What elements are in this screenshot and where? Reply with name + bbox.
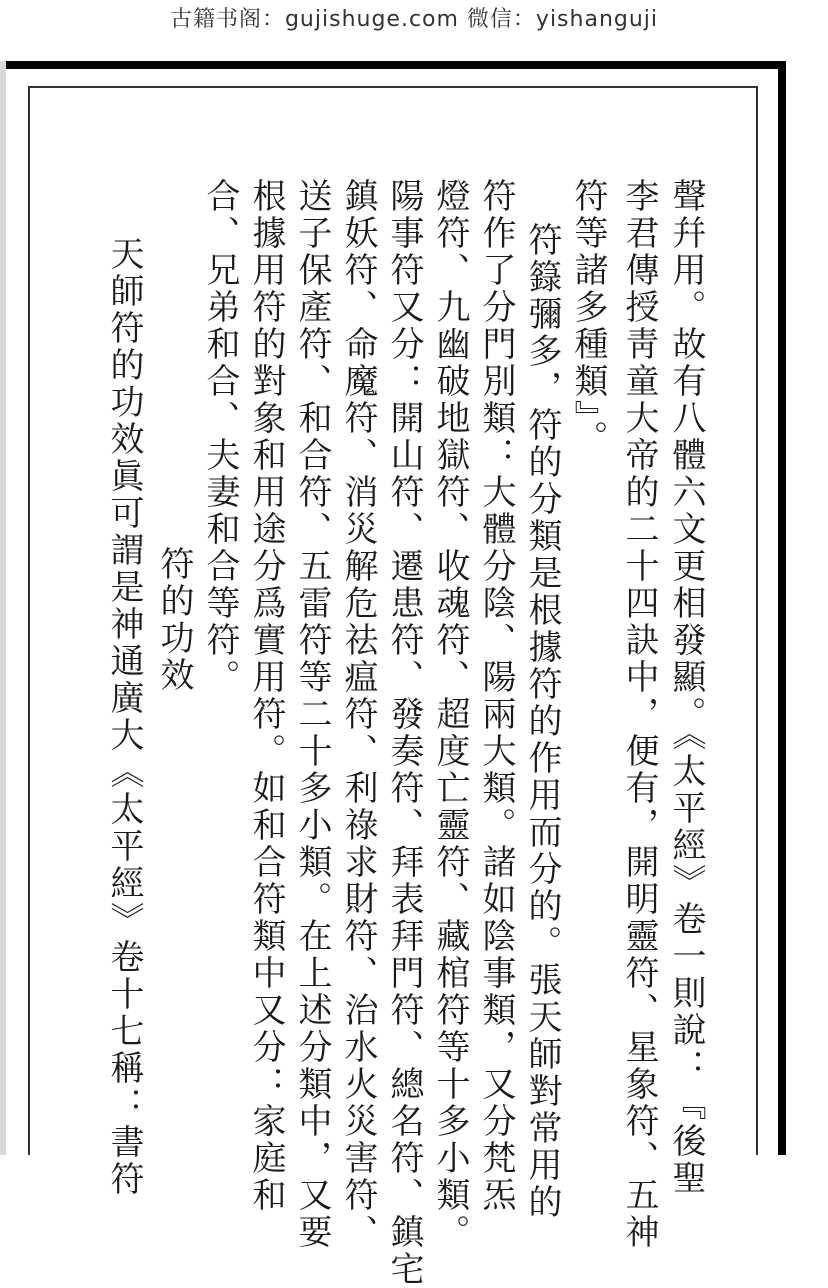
page-edge-shadow — [0, 61, 6, 1155]
text-column-10: 根據用符的對象和用途分爲實用符。如和合符類中又分：家庭和 — [246, 178, 286, 1214]
text-column-4: 符籙彌多，符的分類是根據符的作用而分的。張天師對常用的 — [522, 222, 562, 1221]
section-heading: 符的功效 — [154, 546, 194, 694]
text-column-8: 鎮妖符、命魔符、消災解危祛瘟符、利祿求財符、治水火災害符、 — [338, 178, 378, 1251]
text-column-2: 李君傳授靑童大帝的二十四訣中，便有，開明靈符、星象符、五神 — [619, 178, 659, 1251]
watermark: 古籍书阁：gujishuge.com 微信：yishanguji — [169, 7, 659, 32]
text-column-5: 符作了分門別類：大體分陰、陽兩大類。諸如陰事類，又分梵炁 — [476, 178, 516, 1214]
top-border-bar — [6, 61, 782, 69]
text-column-6: 燈符、九幽破地獄符、收魂符、超度亡靈符、藏棺符等十多小類。 — [430, 178, 470, 1251]
text-column-3: 符等諸多種類』。 — [568, 178, 608, 457]
text-column-13: 天師符的功效眞可謂是神通廣大《太平經》卷十七稱：書符 — [104, 236, 144, 1198]
text-column-9: 送子保產符、和合符、五雷符等二十多小類。在上述分類中，又要 — [292, 178, 332, 1251]
text-column-1: 聲幷用。故有八體六文更相發顯。《太平經》卷一則說：『後聖 — [666, 178, 706, 1197]
text-column-11: 合、兄弟和合、夫妻和合等符。 — [200, 178, 240, 696]
right-border-bar — [778, 61, 786, 1155]
text-column-7: 陽事符又分：開山符、遷患符、發奏符、拜表拜門符、總名符、鎮宅 — [384, 178, 424, 1288]
